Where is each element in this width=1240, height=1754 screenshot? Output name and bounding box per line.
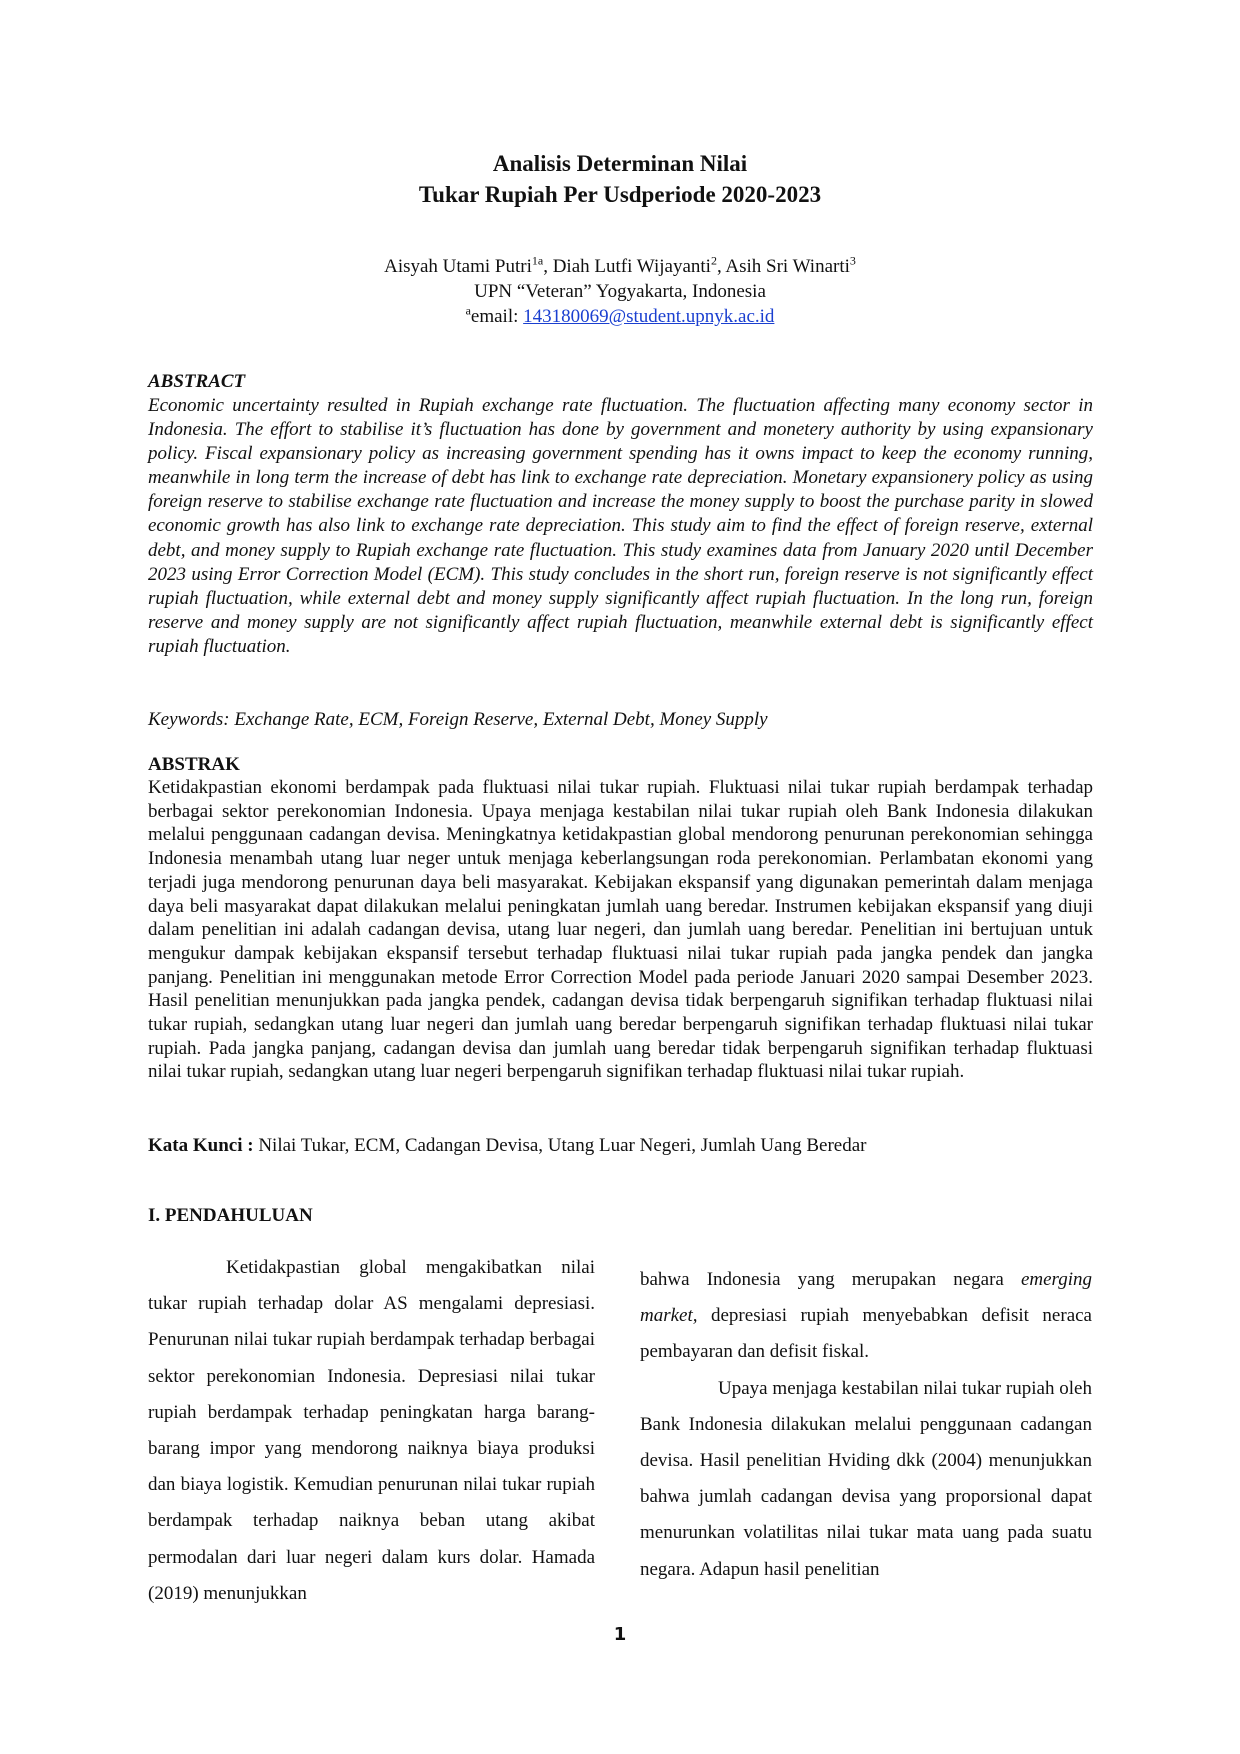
author-separator: , [716, 256, 726, 277]
author-names [0, 254, 1240, 279]
page-number: 1 [613, 1624, 627, 1645]
author-1: Aisyah Utami Putri [384, 256, 532, 277]
kata-kunci [148, 1134, 1093, 1158]
author-3: Asih Sri Winarti [725, 256, 850, 277]
right-paragraph-2: Upaya menjaga kestabilan nilai tukar rupiah oleh Bank Indonesia dilakukan melalui penggunaan cadangan devisa. Hasil penelitian Hviding dkk (2004) menunjukkan bahwa jumlah cadangan devisa yang proporsional dapat menurunkan volatilitas nilai tukar mata uang pada suatu negara. Adapun hasil penelitian [640, 1377, 1092, 1580]
title-line-2: Tukar Rupiah Per Usdperiode 2020-2023 [418, 182, 822, 207]
paper-title [0, 148, 1240, 210]
abstract-text: Economic uncertainty resulted in Rupiah exchange rate fluctuation. The fluctuation affecting many economy sector in Indonesia. The effort to stabilise it’s fluctuation has done by government and monetery authority by using expansionary policy. Fiscal expansionary policy as increasing government spending has it owns impact to keep the economy running, meanwhile in long term the increase of debt has link to exchange rate depreciation. Monetary expansionery policy as using foreign reserve to stabilise exchange rate fluctuation and increase the money supply to boost the purchase parity in slowed economic growth has also link to exchange rate depreciation. This study aim to find the effect of foreign reserve, external debt, and money supply to Rupiah exchange rate fluctuation. This study examines data from January 2020 until December 2023 using Error Correction Model (ECM). This study concludes in the short run, foreign reserve is not significantly effect rupiah fluctuation, while external debt and money supply significantly affect rupiah fluctuation. In the long run, foreign reserve and money supply are not significantly affect rupiah fluctuation, meanwhile external debt is significantly effect rupiah fluctuation. [148, 395, 1093, 657]
right-column [640, 1262, 1092, 1588]
email-line [0, 304, 1240, 329]
right-p1-text: bahwa Indonesia yang merupakan negara [640, 1269, 1021, 1290]
author-block [0, 254, 1240, 329]
affiliation: UPN “Veteran” Yogyakarta, Indonesia [474, 281, 766, 302]
keywords: Keywords: Exchange Rate, ECM, Foreign Reserve, External Debt, Money Supply [148, 709, 768, 730]
email-mark: a [465, 303, 471, 318]
left-paragraph: Ketidakpastian global mengakibatkan nilai tukar rupiah terhadap dolar AS mengalami depresiasi. Penurunan nilai tukar rupiah berdampak terhadap berbagai sektor perekonomian Indonesia. Depresiasi nilai tukar rupiah berdampak terhadap peningkatan harga barang-barang impor yang mendorong naiknya biaya produksi dan biaya logistik. Kemudian penurunan nilai tukar rupiah berdampak terhadap naiknya beban utang akibat permodalan dari luar negeri dalam kurs dolar. Hamada (2019) menunjukkan [148, 1257, 595, 1604]
emphasis-term: emerging market, [640, 1269, 1092, 1327]
author-3-affiliation-mark: 3 [849, 253, 856, 268]
author-2-affiliation-mark: 2 [710, 253, 717, 268]
left-column [148, 1250, 595, 1612]
right-paragraph-1 [640, 1262, 1092, 1371]
right-p1-text-end: depresiasi rupiah menyebabkan defisit neraca pembayaran dan defisit fiskal. [640, 1305, 1092, 1363]
kata-kunci-label: Kata Kunci : [148, 1135, 254, 1156]
section-heading: I. PENDAHULUAN [148, 1205, 313, 1226]
abstract-heading: ABSTRACT [148, 371, 246, 392]
kata-kunci-list: Nilai Tukar, ECM, Cadangan Devisa, Utang Luar Negeri, Jumlah Uang Beredar [253, 1135, 867, 1156]
email-label: email: [470, 306, 524, 327]
author-separator: , [543, 256, 553, 277]
title-line-1: Analisis Determinan Nilai [492, 151, 748, 176]
author-1-affiliation-mark: 1a [531, 253, 544, 268]
email-link[interactable]: 143180069@student.upnyk.ac.id [523, 306, 775, 327]
author-2: Diah Lutfi Wijayanti [552, 256, 711, 277]
abstrak-text: Ketidakpastian ekonomi berdampak pada fluktuasi nilai tukar rupiah. Fluktuasi nilai tukar rupiah berdampak terhadap berbagai sektor perekonomian Indonesia. Upaya menjaga kestabilan nilai tukar rupiah oleh Bank Indonesia dilakukan melalui penggunaan cadangan devisa. Meningkatnya ketidakpastian global mendorong penurunan perekonomian sehingga Indonesia menambah utang luar neger untuk menjaga keberlangsungan roda perekonomian. Perlambatan ekonomi yang terjadi juga mendorong penurunan daya beli masyarakat. Kebijakan ekspansif yang digunakan pemerintah dalam menjaga daya beli masyarakat dapat dilakukan melalui peningkatan jumlah uang beredar. Instrumen kebijakan ekspansif yang diuji dalam penelitian ini adalah cadangan devisa, utang luar negeri, dan jumlah uang beredar. Penelitian ini bertujuan untuk mengukur dampak kebijakan ekspansif tersebut terhadap fluktuasi nilai tukar rupiah pada jangka pendek dan jangka panjang. Penelitian ini menggunakan metode Error Correction Model pada periode Januari 2020 sampai Desember 2023. Hasil penelitian menunjukkan pada jangka pendek, cadangan devisa tidak berpengaruh signifikan terhadap fluktuasi nilai tukar rupiah, sedangkan utang luar negeri dan jumlah uang beredar berpengaruh signifikan terhadap fluktuasi nilai tukar rupiah. Pada jangka panjang, cadangan devisa dan jumlah uang beredar tidak berpengaruh signifikan terhadap fluktuasi nilai tukar rupiah, sedangkan utang luar negeri berpengaruh signifikan terhadap fluktuasi nilai tukar rupiah. [148, 777, 1093, 1083]
abstrak-heading: ABSTRAK [148, 754, 240, 775]
